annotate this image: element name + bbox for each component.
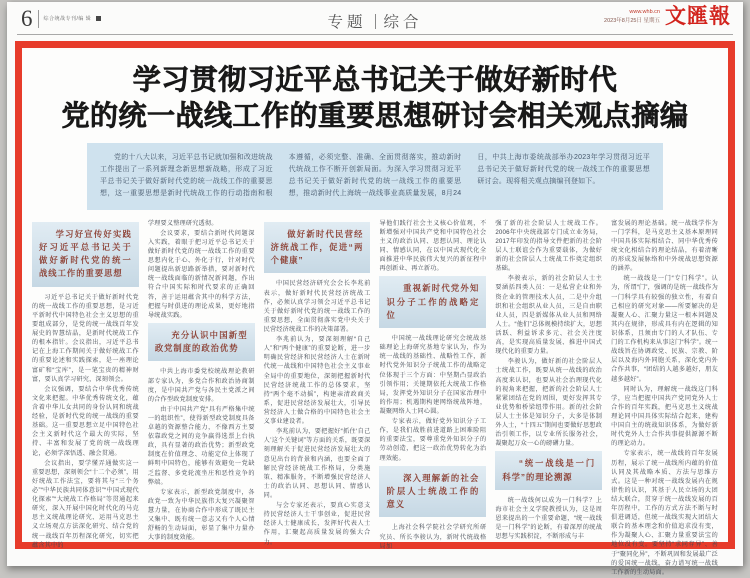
article-paragraph: 会议强调，要结合中华优秀传统文化来把握。中华优秀传统文化，蕴含着中华儿女共同的身份认同和统战经验，是新时代党的统一战线的重要基础。这一重要思想立足中国特色社会主义新时代这个最大的实际，坚持、丰富和发展了党的统一战线理论，必须学深悟透、融会贯通。 (32, 385, 139, 457)
article-paragraph: 专家表示，统一战线的百年发展历程，展示了统一战线所内蕴的价值认同及其战略本质、方法与思维方式。这是一种对统一战线发展内在规律性的认识，其基于人民立场的大团结大联合，贯穿于统一战线发展的百年历程中，工作的方式方法不断与时俱进调适，但统一战线实现大团结大联合的基本理念和价值追求没有变，作为凝聚人心、汇聚力量重要法宝的地位没有变。要坚持“求同存异”、善于“聚同化异”，不断巩固和发展最广泛的爱国统一战线，奋力谱写统一战线工作新的生动局面。 (611, 450, 718, 576)
article-heading: 做好新时代民营经济统战工作，促进“两个健康” (264, 222, 371, 274)
issue-meta (604, 8, 660, 25)
newspaper-page (7, 2, 743, 576)
section-divider (375, 14, 376, 29)
masthead-logo: 文匯報 (665, 4, 731, 28)
headline-line-2: 党的统一战线工作的重要思想研讨会相关观点摘编 (61, 99, 689, 131)
article-paragraph: 习近平总书记关于做好新时代党的统一战线工作的重要思想，是习近平新时代中国特色社会主义思想的重要组成部分，是党的统一战线百年发展史的智慧结晶，是新时代统战工作的根本指针。会议指出，习近平总书记在上海工作期间关于做好统战工作的重要论述和实践探索，是一座理论富矿和“宝库”，是一笔宝贵的精神财富，要认真学习研究，深刻领会。 (32, 293, 139, 383)
article-paragraph: 强了新的社会阶层人士统战工作。2006年中央统战部专门成立业务局，2017年印发的指导文件把新的社会阶层人士联谊会作为重要载体，为做好新的社会阶层人士统战工作奠定组织基础。 (495, 219, 603, 273)
article-paragraph: 李兆前认为，要深刻理解“自己人”和“两个健康”的重要论断，进一步明确民营经济和民营经济人士在新时代统一战线和中国特色社会主义事业全局中的重要地位，深刻把握新时代民营经济统战工作的总体要求，坚持“两个毫不动摇”，构建亲清政商关系，促进民营经济发展壮大，引导民营经济人士做合格的中国特色社会主义事业建设者。 (263, 336, 371, 426)
article-paragraph: 与会专家还表示，要真心实意支持民营经济人士干事创业，促进民营经济人士健康成长，发挥好代表人士作用，汇聚起高质量发展的强大合力。 (263, 502, 371, 546)
header-right-group (604, 6, 731, 27)
article-paragraph: 统一战线是一门“专门科学”。认为，所谓“门”，强调的是统一战线作为一门科学具有较强的独立性，有着自己相应的研究对象——所要解决的是凝聚人心、汇聚力量这一根本问题及其内在规律，形成具有内在逻辑的知识体系，且须由专门的人才队伍、专门的工作机构来从事这门“科学”。统一战线旨在协调政党、民族、宗教、阶层以及海内外同胞关系，深化党内外合作共事，“团结的人越多越好，朋友越多越好”。 (611, 275, 718, 383)
article-paragraph: 导他们践行社会主义核心价值观，不断增强对中国共产党和中国特色社会主义的政治认同、思想认同、理论认同、情感认同，在以中国式现代化全面推进中华民族伟大复兴的新征程中再创新业、再立新功。 (379, 219, 487, 273)
feature-frame (15, 41, 735, 576)
article-paragraph: 中国民营经济研究会会长李兆前表示，做好新时代民营经济统战工作，必须认真学习领会习近平总书记关于做好新时代党的统一战线工作的重要思想，全面贯彻落实党中央关于民营经济统战工作的决策部署。 (263, 280, 371, 333)
article-paragraph: 上海社会科学院社会学研究所研究员、所长李骏认为，新时代统战格局加 (379, 524, 487, 550)
article-paragraph: 中共上海市委党校统战理论教研部专家认为，多党合作和政治协商制度，是中国共产党与各民主党派之间的合作型政党制度安排。 (147, 368, 255, 403)
news-column-2 (148, 219, 255, 541)
page-number: 6 (21, 6, 33, 31)
article-paragraph: 专家表示，做好党外知识分子工作，是我们战胜前进道路上困难险阻的重要法宝，要尊重党外知识分子的劳动创造，把这一政治优势转化为治理效能。 (379, 418, 487, 462)
intro-text: 党的十八大以来，习近平总书记就加强和改进统战工作提出了一系列新理念新思想新战略，形成了习近平总书记关于做好新时代党的统一战线工作的重要思想，这一重要思想是新时代统战工作的行动指南和根本遵循，必须完整、准确、全面贯彻落实，推动新时代统战工作不断开创新局面。为深入学习贯彻习近平总书记关于做好新时代党的统一战线工作的重要思想，推动新时代上海统一战线事业高质量发展，8月24日，中共上海市委统战部举办2023年学习贯彻习近平总书记关于做好新时代党的统一战线工作的重要思想研讨会。现将相关观点摘编刊登如下。 (100, 153, 650, 198)
section-name-right: 综合 (383, 14, 423, 31)
article-heading: 重视新时代党外知识分子工作的战略定位 (379, 276, 486, 328)
article-paragraph: 同时认为，理解统一战线这门科学，应当把握中国共产党同党外人士合作的百年实践，把马克思主义统战理论同中国具体实际结合起来，建构中国自主的统战知识体系，为做好新时代党外人士合作共事提供源源不断的理论动力。 (611, 385, 718, 448)
news-column-5 (495, 219, 602, 541)
article-paragraph: 李骏表示，新的社会阶层人士主要涵括四类人员：一是私营企业和外资企业的管理技术人员，二是中介组织和社会组织从业人员，三是自由职业人员，四是新媒体从业人员和网络人士。“他们”总体规模持续扩大，思想活跃、利益诉求多元、社会关注度高，是实现高质量发展、推进中国式现代化的重要力量。 (495, 275, 603, 356)
article-paragraph: 专家表示，新型政党制度中，各政党一致为中华民族伟大复兴凝聚智慧力量，在协商合作中形成了既民主又集中、既有统一意志又有个人心情舒畅的生动局面，彰显了集中力量办大事的制度效能。 (147, 488, 255, 542)
edition-note: 综合统战专刊/编 辑 (43, 16, 92, 22)
news-column-1 (32, 219, 139, 549)
article-heading: 学习好宣传好实践好习近平总书记关于做好新时代党的统一战线工作的重要思想 (32, 222, 139, 287)
news-column-4 (379, 219, 487, 550)
article-paragraph: 中国统一战线理论研究会统战基础理论上海研究基地专家认为，作为统一战线的基础性、战略性工作，新时代党外知识分子统战工作的战略定位体现于三个方面：中坚期凸显政治引领作用；关键期依托大统战工作格局，发挥党外知识分子在国家治理中的作用；机遇期构建网络统战阵地，凝聚网络人士同心圆。 (379, 335, 487, 415)
article-paragraph: 李骏认为，做好新的社会阶层人士统战工作，既要从统一战线的政治高度来认识，也要从社会治理现代化的视角来把握，把新的社会阶层人士紧紧团结在党的周围，更好发挥其专业优势和桥梁纽带作用。新的社会阶层人士主体是知识分子，大多是体制外人士，“十四五”期间也要做好思想政治引领工作，以专业所长服务社会，凝聚起万众一心的磅礴力量。 (495, 358, 603, 448)
article-heading: 深入理解新的社会阶层人士统战工作的意义 (379, 466, 486, 518)
article-columns (32, 219, 718, 576)
article-heading: 充分认识中国新型政党制度的政治优势 (148, 323, 255, 362)
article-paragraph: 会议指出，要学懂弄通做实这一重要思想，深刻领会“十二个必须”，用好统战工作法宝，要将其与“三个务必”“中华民族共同体意识”“中国式现代化探索”“大统战工作格局”等贯通起来研究，深入开展中国化时代化的马克思主义统战理论研究、运用马克思主义立场观点方法深化研究、结合党的统一战线百年历程深化研究，切实把蕴含其中的 (32, 459, 139, 549)
article-paragraph: 李兆前认为，要把握好“抓住‘自己人’这个关键词”等方面的关系，既要深刻理解关于促进民营经济发展壮大的意见出台的背景和内涵，也要全面了解民营经济统战工作格局，分类施策、精准服务，不断增强民营经济人士的政治认同、思想认同、情感认同。 (263, 428, 371, 499)
headline-line-1: 学习贯彻习近平总书记关于做好新时代 (132, 64, 618, 95)
article-paragraph: 统一战线何以成为一门科学？上海市社会主义学院教授认为，这是周恩来提出的一个重要命题，“统一战线是一门科学”的论断，有着深厚的统战思想与实践积淀，不断形成与丰 (495, 496, 603, 541)
news-column-6 (611, 219, 718, 576)
section-name-left: 专题 (327, 14, 367, 31)
intro-box (87, 143, 663, 210)
article-paragraph: 富发展的理论基础。统一战线学作为一门学科，是马克思主义基本原理同中国具体实际相结合、同中华优秀传统文化相结合的理论结晶，有着清晰的形成发展脉络和中外统战思想资源的涵养。 (611, 219, 718, 273)
news-column-3 (263, 219, 371, 546)
header-rule (17, 34, 733, 35)
article-paragraph: 学理要义整理研究透彻。 (147, 219, 218, 227)
issue-date: 2023年8月25日 星期五 (604, 17, 660, 24)
main-headline (32, 62, 718, 134)
article-heading: “统一战线是一门科学”的理论溯源 (495, 451, 602, 490)
article-paragraph: 由于中国共产党“具有严格集中统一的组织性”，使得新型政党制度具备卓越的资源整合能力，不像西方主要依靠政党之间的竞争赢得选票上台执政，具有显著的政治优势；新型政党制度在价值理念、功能定位上体现了鲜明中国特色，能够有效避免一党缺乏监督、多党轮流坐庄和恶性竞争的弊端。 (147, 405, 255, 486)
article-paragraph: 会议要求，要结合新时代问题深入实践，着眼于把习近平总书记关于做好新时代党的统一战线工作的重要思想内化于心、外化于行，针对时代问题提出新思路新举措，要对新时代统一战线面临的新情况新问题，作出符合中国实际和时代要求的正确回答，善于运用蕴含其中的科学方法，把握与时俱进的理论成果，更好地指导统战实践。 (147, 229, 255, 319)
website-url: www.whb.cn (629, 9, 660, 16)
page-header (7, 2, 743, 34)
